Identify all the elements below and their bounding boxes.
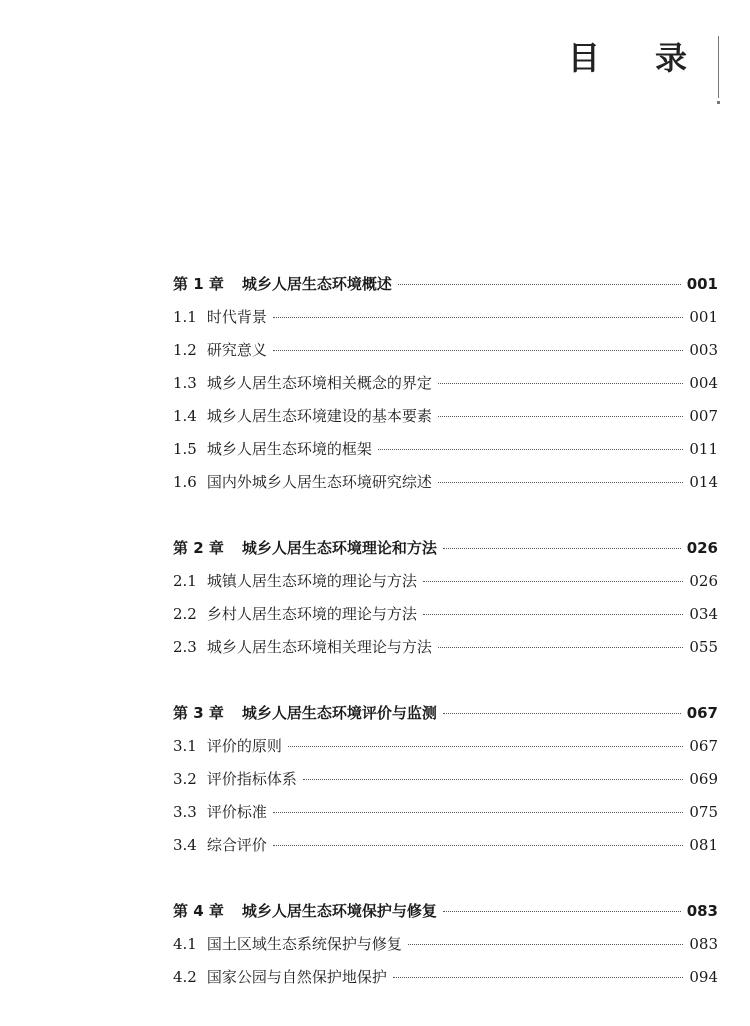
page-number: 055 [689,638,718,656]
section-4-2-entry[interactable] [173,961,718,994]
section-3-2-entry[interactable] [173,763,718,796]
section-number: 4.1 [173,935,197,953]
section-title: 国内外城乡人居生态环境研究综述 [206,473,432,491]
section-2-2-entry[interactable] [173,598,718,631]
chapter-number: 第 4 章 [173,902,224,920]
section-1-4-entry[interactable] [173,400,718,433]
dot-leader [273,317,683,318]
section-title: 评价指标体系 [206,770,297,788]
page-number: 075 [689,803,718,821]
section-4-1-entry[interactable] [173,928,718,961]
chapter-2-entry[interactable] [173,532,718,565]
page-number: 083 [689,935,718,953]
section-number: 1.6 [173,473,197,491]
dot-leader [273,350,683,351]
section-title: 国家公园与自然保护地保护 [206,968,387,986]
chapter-1-entry[interactable] [173,268,718,301]
chapter-title: 城乡人居生态环境概述 [241,275,392,293]
dot-leader [273,812,683,813]
section-2-3-entry[interactable] [173,631,718,664]
section-title: 研究意义 [206,341,267,359]
page-number: 069 [689,770,718,788]
section-1-3-entry[interactable] [173,367,718,400]
section-number: 3.1 [173,737,197,755]
section-title: 乡村人居生态环境的理论与方法 [206,605,417,623]
chapter-title: 城乡人居生态环境评价与监测 [241,704,437,722]
section-title: 城镇人居生态环境的理论与方法 [206,572,417,590]
section-3-1-entry[interactable] [173,730,718,763]
section-number: 2.3 [173,638,197,656]
section-title: 国土区域生态系统保护与修复 [206,935,402,953]
chapter-4-entry[interactable] [173,895,718,928]
page-number: 001 [689,308,718,326]
dot-leader [438,647,683,648]
section-title: 时代背景 [206,308,267,326]
dot-leader [438,416,683,417]
section-number: 2.2 [173,605,197,623]
page-number: 003 [689,341,718,359]
page-number: 034 [689,605,718,623]
section-number: 1.3 [173,374,197,392]
section-number: 3.2 [173,770,197,788]
dot-leader [438,383,683,384]
chapter-title: 城乡人居生态环境保护与修复 [241,902,437,920]
section-1-6-entry[interactable] [173,466,718,499]
section-1-5-entry[interactable] [173,433,718,466]
section-title: 评价标准 [206,803,267,821]
page-number: 007 [689,407,718,425]
dot-leader [398,284,681,285]
page-number: 067 [689,737,718,755]
dot-leader [423,581,683,582]
section-number: 2.1 [173,572,197,590]
section-title: 城乡人居生态环境相关概念的界定 [206,374,432,392]
section-title: 城乡人居生态环境的框架 [206,440,372,458]
section-title: 综合评价 [206,836,267,854]
page-number: 026 [686,539,718,557]
chapter-spacer [173,499,718,532]
dot-leader [378,449,683,450]
page-number: 081 [689,836,718,854]
section-1-2-entry[interactable] [173,334,718,367]
dot-leader [443,548,681,549]
section-3-4-entry[interactable] [173,829,718,862]
page-number: 014 [689,473,718,491]
chapter-number: 第 3 章 [173,704,224,722]
dot-leader [393,977,683,978]
section-number: 3.3 [173,803,197,821]
section-3-3-entry[interactable] [173,796,718,829]
chapter-spacer [173,664,718,697]
title-rule [718,36,719,98]
section-number: 1.4 [173,407,197,425]
dot-leader [288,746,683,747]
dot-leader [273,845,683,846]
dot-leader [303,779,683,780]
page-number: 083 [686,902,718,920]
dot-leader [443,713,681,714]
section-title: 城乡人居生态环境建设的基本要素 [206,407,432,425]
section-number: 1.5 [173,440,197,458]
section-number: 1.1 [173,308,197,326]
section-number: 3.4 [173,836,197,854]
dot-leader [438,482,683,483]
table-of-contents [173,268,718,994]
page-title: 目 录 [567,39,709,77]
section-2-1-entry[interactable] [173,565,718,598]
chapter-spacer [173,862,718,895]
page-number: 094 [689,968,718,986]
section-number: 1.2 [173,341,197,359]
section-1-1-entry[interactable] [173,301,718,334]
page-number: 067 [686,704,718,722]
dot-leader [423,614,683,615]
page-number: 011 [689,440,718,458]
chapter-number: 第 1 章 [173,275,224,293]
section-number: 4.2 [173,968,197,986]
page-number: 026 [689,572,718,590]
dot-leader [408,944,683,945]
page-number: 004 [689,374,718,392]
chapter-3-entry[interactable] [173,697,718,730]
chapter-title: 城乡人居生态环境理论和方法 [241,539,437,557]
section-title: 城乡人居生态环境相关理论与方法 [206,638,432,656]
section-title: 评价的原则 [206,737,282,755]
page-number: 001 [686,275,718,293]
dot-leader [443,911,681,912]
chapter-number: 第 2 章 [173,539,224,557]
